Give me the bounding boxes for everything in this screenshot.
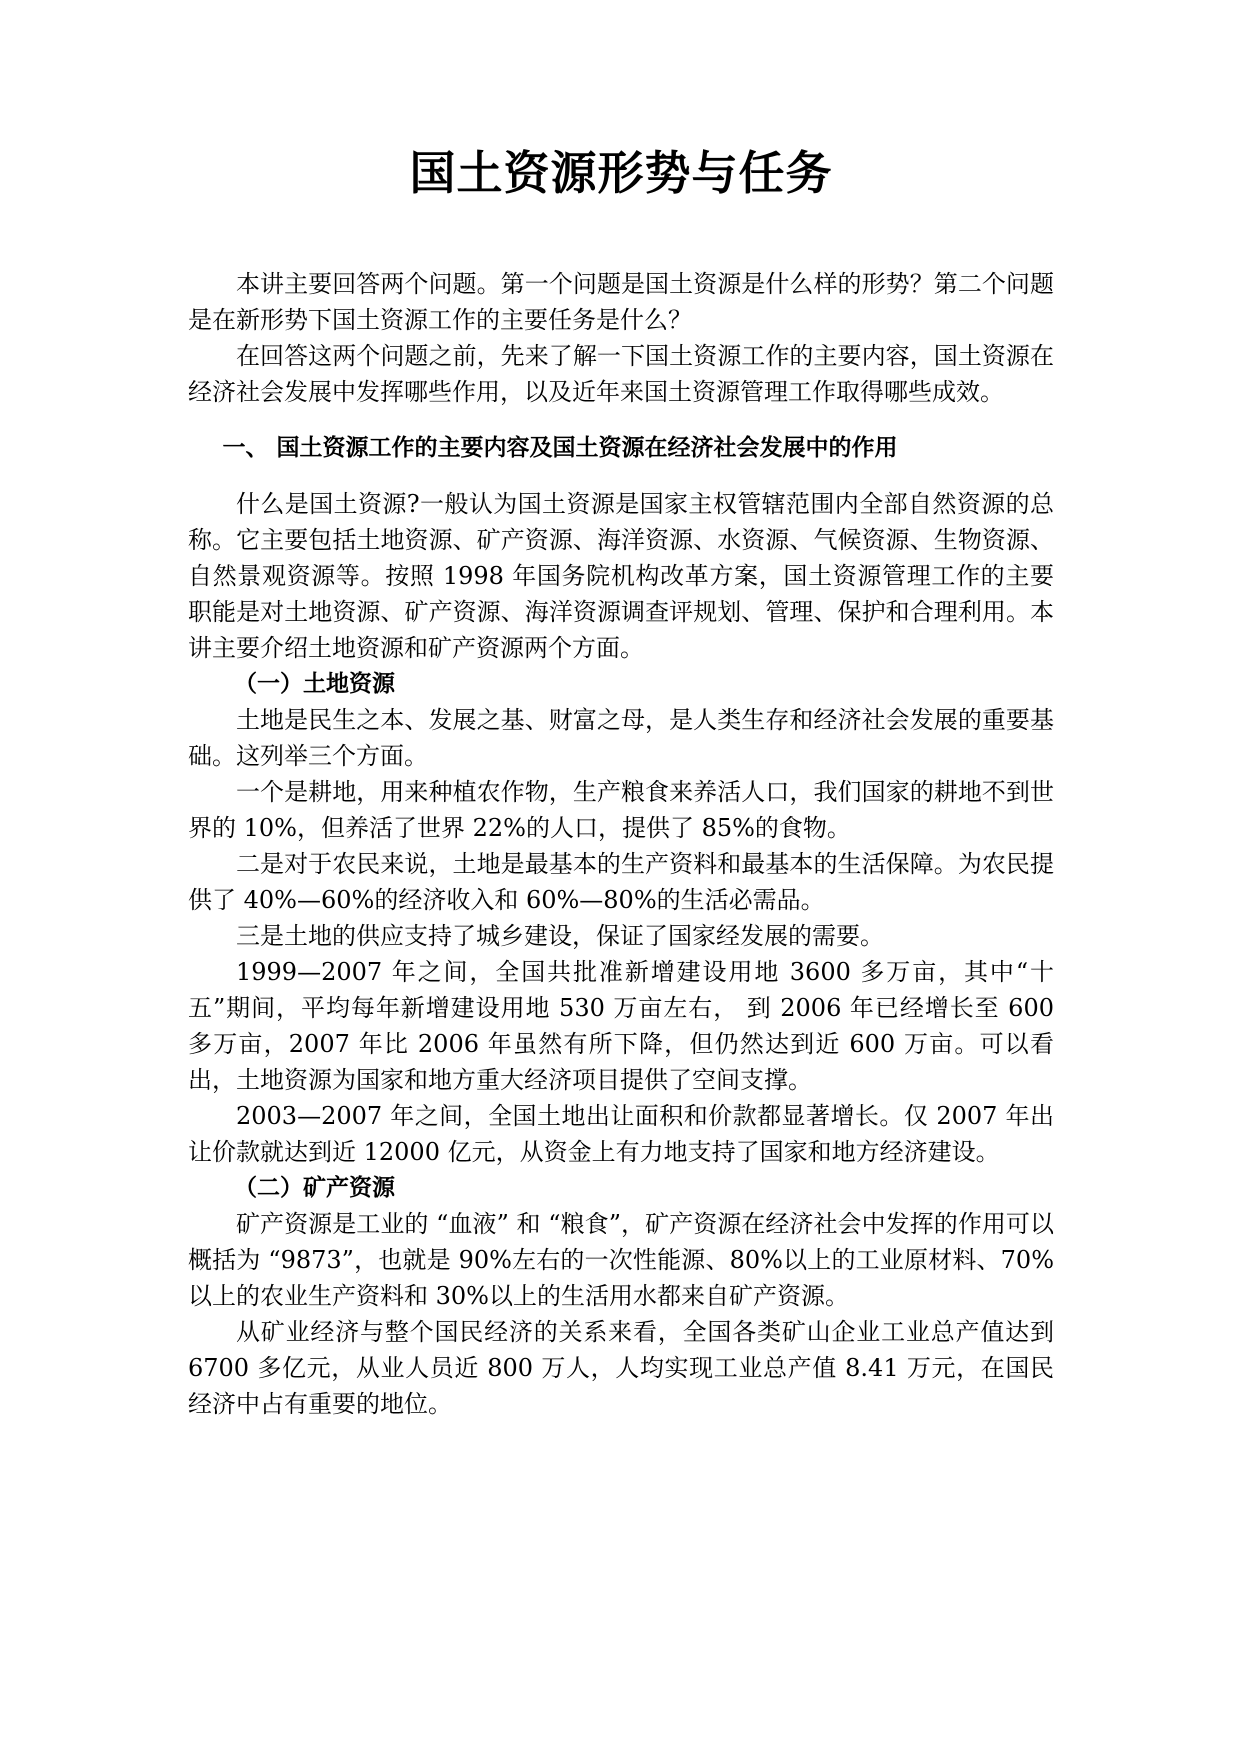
land-paragraph-2: 一个是耕地，用来种植农作物，生产粮食来养活人口，我们国家的耕地不到世界的 10%，但养活了世界 22%的人口，提供了 85%的食物。 xyxy=(188,778,1054,842)
document-title: 国土资源形势与任务 xyxy=(409,146,833,200)
intro-paragraph-2: 在回答这两个问题之前，先来了解一下国土资源工作的主要内容，国土资源在经济社会发展中发挥哪些作用，以及近年来国土资源管理工作取得哪些成效。 xyxy=(188,342,1054,406)
section-1-heading: 一、 国土资源工作的主要内容及国土资源在经济社会发展中的作用 xyxy=(222,434,898,461)
land-paragraph-4: 三是土地的供应支持了城乡建设，保证了国家经发展的需要。 xyxy=(236,922,884,950)
section-1-paragraph-1: 什么是国土资源?一般认为国土资源是国家主权管辖范围内全部自然资源的总称。它主要包括土地资源、矿产资源、海洋资源、水资源、气候资源、生物资源、自然景观资源等。按照 1998 年国务院机构改革方案，国土资源管理工作的主要职能是对土地资源、矿产资源、海洋资源调查评规划、管理、保护和合理利用。本讲主要介绍土地资源和矿产资源两个方面。 xyxy=(188,490,1054,662)
land-paragraph-1: 土地是民生之本、发展之基、财富之母，是人类生存和经济社会发展的重要基础。这列举三个方面。 xyxy=(188,706,1054,770)
intro-section xyxy=(188,266,1054,410)
intro-paragraph-1: 本讲主要回答两个问题。第一个问题是国土资源是什么样的形势？第二个问题是在新形势下国土资源工作的主要任务是什么？ xyxy=(188,270,1054,334)
land-resources-heading: （一）土地资源 xyxy=(234,670,395,697)
land-paragraph-5: 1999—2007 年之间，全国共批准新增建设用地 3600 多万亩，其中“十五”期间，平均每年新增建设用地 530 万亩左右， 到 2006 年已经增长至 600 多万亩，2007 年比 2006 年虽然有所下降，但仍然达到近 600 万亩。可以看出，土地资源为国家和地方重大经济项目提供了空间支撑。 xyxy=(188,958,1054,1094)
land-paragraph-6: 2003—2007 年之间，全国土地出让面积和价款都显著增长。仅 2007 年出让价款就达到近 12000 亿元，从资金上有力地支持了国家和地方经济建设。 xyxy=(188,1102,1054,1166)
document-page xyxy=(188,140,1054,1422)
land-paragraph-3: 二是对于农民来说，土地是最基本的生产资料和最基本的生活保障。为农民提供了 40%—60%的经济收入和 60%—80%的生活必需品。 xyxy=(188,850,1054,914)
mineral-paragraph-2: 从矿业经济与整个国民经济的关系来看，全国各类矿山企业工业总产值达到 6700 多亿元，从业人员近 800 万人，人均实现工业总产值 8.41 万元，在国民经济中占有重要的地位。 xyxy=(188,1318,1054,1418)
mineral-paragraph-1: 矿产资源是工业的 “血液” 和 “粮食”，矿产资源在经济社会中发挥的作用可以概括为 “9873”，也就是 90%左右的一次性能源、80%以上的工业原材料、70%以上的农业生产资料和 30%以上的生活用水都来自矿产资源。 xyxy=(188,1210,1054,1310)
mineral-resources-heading: （二）矿产资源 xyxy=(234,1174,395,1201)
